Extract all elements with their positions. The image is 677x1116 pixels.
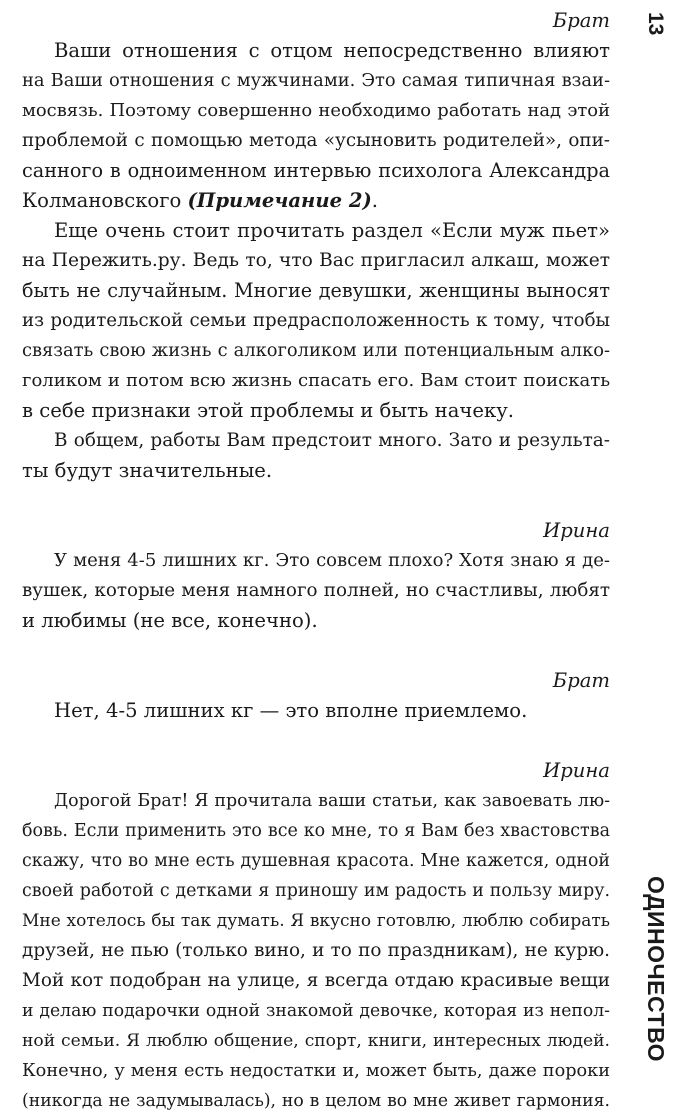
spacer — [22, 636, 610, 666]
text-line: В общем, работы Вам предстоит много. Зато и результа- — [54, 430, 610, 451]
speaker-label: Ирина — [543, 519, 610, 542]
text-line: мосвязь. Поэтому совершенно необходимо работать над этой — [22, 100, 610, 121]
spacer — [22, 486, 610, 516]
text-line: Дорогой Брат! Я прочитала ваши статьи, как завоевать лю- — [54, 791, 610, 811]
text-line: своей работой с детками я приношу им радость и пользу миру. — [22, 881, 610, 901]
text-line: Еще очень стоит прочитать раздел «Если муж пьет» — [54, 219, 610, 242]
text-line: скажу, что во мне есть душевная красота. Мне кажется, одной — [22, 851, 610, 871]
text-line: на Пережить.ру. Ведь то, что Вас пригласил алкаш, может — [22, 250, 610, 271]
text-line: Мой кот подобран на улице, я всегда отдаю красивые вещи — [22, 970, 610, 991]
text-line: в себе признаки этой проблемы и быть начеку. — [22, 399, 514, 422]
text-line: проблемой с помощью метода «усыновить родителей», опи- — [22, 130, 610, 151]
running-head: ОДИНОЧЕСТВО — [643, 876, 669, 1063]
text-line: и делаю подарочки одной знакомой девочке, которая из непол- — [22, 1001, 610, 1021]
text-line: Ваши отношения с отцом непосредственно влияют — [54, 39, 610, 62]
paragraph — [22, 36, 610, 216]
paragraph — [22, 216, 610, 426]
text-line: ты будут значительные. — [22, 459, 273, 482]
speaker-label: Брат — [552, 669, 610, 692]
text-line: друзей, не пью (только вино, и то по праздникам), не курю. — [22, 940, 610, 961]
text-line: Нет, 4-5 лишних кг — это вполне приемлемо. — [54, 699, 528, 722]
footnote-reference: (Примечание 2) — [187, 189, 372, 212]
text-line: и любимы (не все, конечно). — [22, 609, 318, 632]
paragraph — [22, 546, 610, 636]
page-body — [22, 6, 610, 1116]
text-line: на Ваши отношения с мужчинами. Это самая типичная взаи- — [22, 70, 610, 91]
text-line: (никогда не задумывалась), но в целом во мне живет гармония. — [22, 1091, 610, 1111]
spacer — [22, 726, 610, 756]
text-line: голиком и потом всю жизнь спасать его. Вам стоит поискать — [22, 370, 610, 391]
text-line — [22, 186, 610, 216]
text-fragment: Колмановского — [22, 189, 182, 212]
text-line: ной семьи. Я люблю общение, спорт, книги, интересных людей. — [22, 1031, 610, 1051]
paragraph — [22, 786, 610, 1116]
text-line: бовь. Если применить это все ко мне, то я Вам без хвастовства — [22, 821, 610, 841]
speaker-label: Брат — [552, 9, 610, 32]
text-line: быть не случайным. Многие девушки, женщины выносят — [22, 279, 610, 302]
text-line: вушек, которые меня намного полней, но счастливы, любят — [22, 580, 610, 601]
text-line: Конечно, у меня есть недостатки и, может быть, даже пороки — [22, 1061, 610, 1081]
paragraph — [22, 426, 610, 486]
paragraph — [22, 696, 610, 726]
page-number: 13 — [644, 12, 667, 36]
text-line: Мне хотелось бы так думать. Я вкусно готовлю, люблю собирать — [22, 911, 610, 931]
text-fragment: . — [371, 189, 379, 212]
text-line: У меня 4-5 лишних кг. Это совсем плохо? Хотя знаю я де- — [54, 550, 610, 571]
speaker-label: Ирина — [543, 759, 610, 782]
text-line: санного в одноименном интервью психолога Александра — [22, 159, 610, 182]
text-line: связать свою жизнь с алкоголиком или потенциальным алко- — [22, 340, 610, 361]
text-line: из родительской семьи предрасположенность к тому, чтобы — [22, 310, 610, 331]
